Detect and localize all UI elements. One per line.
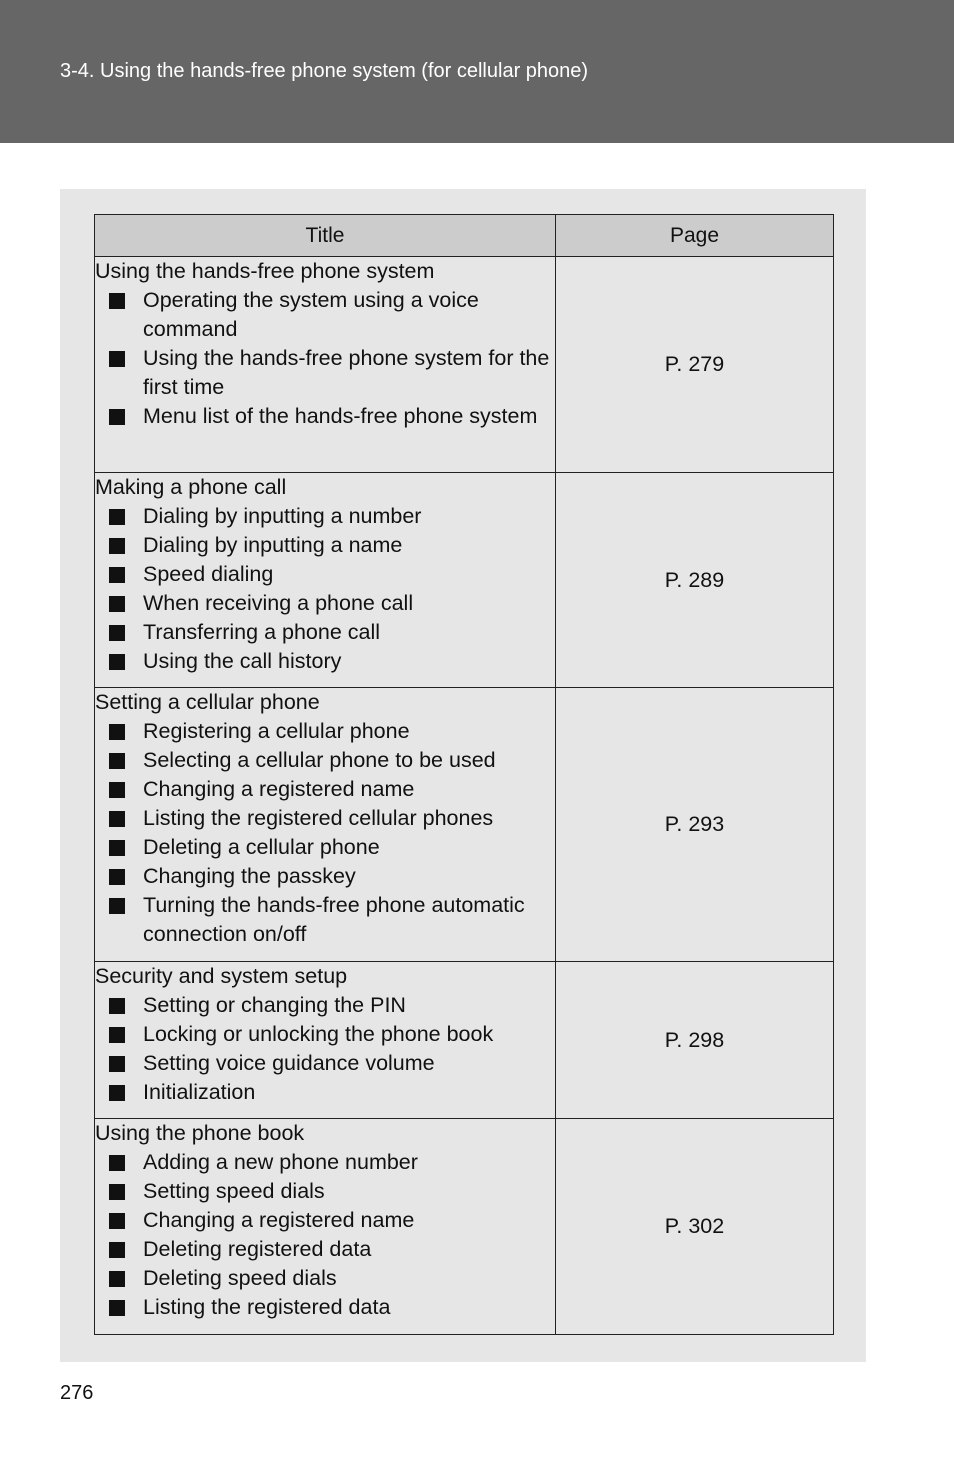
list-item <box>95 647 555 676</box>
list-item <box>95 560 555 589</box>
subtopic-label: Setting speed dials <box>143 1179 325 1203</box>
page-reference: P. 293 <box>556 688 834 962</box>
square-bullet-icon <box>109 724 125 740</box>
list-item <box>95 1177 555 1206</box>
list-item <box>95 891 555 949</box>
subtopic-label: When receiving a phone call <box>143 591 414 615</box>
list-item <box>95 402 555 431</box>
list-item <box>95 1148 555 1177</box>
list-item <box>95 286 555 344</box>
square-bullet-icon <box>109 1300 125 1316</box>
list-item <box>95 717 555 746</box>
subtopic-label: Operating the system using a voice command <box>143 288 479 341</box>
square-bullet-icon <box>109 1213 125 1229</box>
subtopic-label: Locking or unlocking the phone book <box>143 1022 494 1046</box>
subtopic-label: Initialization <box>143 1080 256 1104</box>
list-item <box>95 1020 555 1049</box>
square-bullet-icon <box>109 753 125 769</box>
table-row <box>95 688 834 962</box>
subtopic-label: Using the call history <box>143 649 342 673</box>
square-bullet-icon <box>109 567 125 583</box>
subtopic-label: Registering a cellular phone <box>143 719 410 743</box>
page-reference: P. 279 <box>556 257 834 473</box>
subtopic-label: Deleting registered data <box>143 1237 372 1261</box>
square-bullet-icon <box>109 811 125 827</box>
list-item <box>95 1235 555 1264</box>
list-item <box>95 804 555 833</box>
square-bullet-icon <box>109 1271 125 1287</box>
subtopic-list <box>95 1148 555 1322</box>
table-header-row <box>95 215 834 257</box>
title-cell <box>95 473 556 688</box>
table-row <box>95 473 834 688</box>
table-row <box>95 257 834 473</box>
subtopic-label: Dialing by inputting a name <box>143 533 403 557</box>
title-cell <box>95 1119 556 1335</box>
group-heading: Using the hands-free phone system <box>95 259 435 283</box>
subtopic-label: Listing the registered data <box>143 1295 391 1319</box>
square-bullet-icon <box>109 1184 125 1200</box>
square-bullet-icon <box>109 782 125 798</box>
square-bullet-icon <box>109 1242 125 1258</box>
subtopic-label: Listing the registered cellular phones <box>143 806 494 830</box>
subtopic-label: Changing a registered name <box>143 777 415 801</box>
square-bullet-icon <box>109 1027 125 1043</box>
list-item <box>95 531 555 560</box>
square-bullet-icon <box>109 596 125 612</box>
group-heading: Using the phone book <box>95 1121 305 1145</box>
subtopic-list <box>95 991 555 1107</box>
subtopic-label: Turning the hands-free phone automatic connection on/off <box>143 893 525 946</box>
table-row <box>95 1119 834 1335</box>
square-bullet-icon <box>109 998 125 1014</box>
list-item <box>95 618 555 647</box>
subtopic-label: Using the hands-free phone system for the first time <box>143 346 550 399</box>
column-header-title: Title <box>95 215 556 257</box>
title-cell <box>95 257 556 473</box>
table-row <box>95 962 834 1119</box>
square-bullet-icon <box>109 654 125 670</box>
square-bullet-icon <box>109 869 125 885</box>
list-item <box>95 1049 555 1078</box>
subtopic-label: Deleting a cellular phone <box>143 835 380 859</box>
list-item <box>95 502 555 531</box>
subtopic-label: Dialing by inputting a number <box>143 504 422 528</box>
group-heading: Setting a cellular phone <box>95 690 320 714</box>
list-item <box>95 1293 555 1322</box>
subtopic-label: Setting or changing the PIN <box>143 993 406 1017</box>
list-item <box>95 991 555 1020</box>
page-reference: P. 289 <box>556 473 834 688</box>
page-number: 276 <box>60 1382 94 1404</box>
list-item <box>95 862 555 891</box>
square-bullet-icon <box>109 1085 125 1101</box>
list-item <box>95 1078 555 1107</box>
square-bullet-icon <box>109 409 125 425</box>
square-bullet-icon <box>109 1056 125 1072</box>
list-item <box>95 589 555 618</box>
list-item <box>95 775 555 804</box>
subtopic-list <box>95 286 555 431</box>
contents-table <box>94 214 834 1335</box>
square-bullet-icon <box>109 898 125 914</box>
section-header-band <box>0 0 954 143</box>
square-bullet-icon <box>109 293 125 309</box>
square-bullet-icon <box>109 509 125 525</box>
list-item <box>95 746 555 775</box>
list-item <box>95 1264 555 1293</box>
subtopic-label: Setting voice guidance volume <box>143 1051 435 1075</box>
page-reference: P. 302 <box>556 1119 834 1335</box>
list-item <box>95 1206 555 1235</box>
subtopic-label: Adding a new phone number <box>143 1150 418 1174</box>
subtopic-label: Speed dialing <box>143 562 274 586</box>
group-heading: Security and system setup <box>95 964 348 988</box>
square-bullet-icon <box>109 351 125 367</box>
square-bullet-icon <box>109 538 125 554</box>
page-reference: P. 298 <box>556 962 834 1119</box>
subtopic-label: Deleting speed dials <box>143 1266 337 1290</box>
square-bullet-icon <box>109 1155 125 1171</box>
title-cell <box>95 962 556 1119</box>
column-header-page: Page <box>556 215 834 257</box>
subtopic-label: Changing the passkey <box>143 864 356 888</box>
list-item <box>95 833 555 862</box>
subtopic-label: Changing a registered name <box>143 1208 415 1232</box>
subtopic-list <box>95 502 555 676</box>
list-item <box>95 344 555 402</box>
subtopic-label: Menu list of the hands-free phone system <box>143 404 538 428</box>
group-heading: Making a phone call <box>95 475 287 499</box>
subtopic-label: Transferring a phone call <box>143 620 381 644</box>
subtopic-label: Selecting a cellular phone to be used <box>143 748 496 772</box>
square-bullet-icon <box>109 625 125 641</box>
section-title: 3-4. Using the hands-free phone system (for cellular phone) <box>60 60 589 82</box>
title-cell <box>95 688 556 962</box>
subtopic-list <box>95 717 555 949</box>
square-bullet-icon <box>109 840 125 856</box>
